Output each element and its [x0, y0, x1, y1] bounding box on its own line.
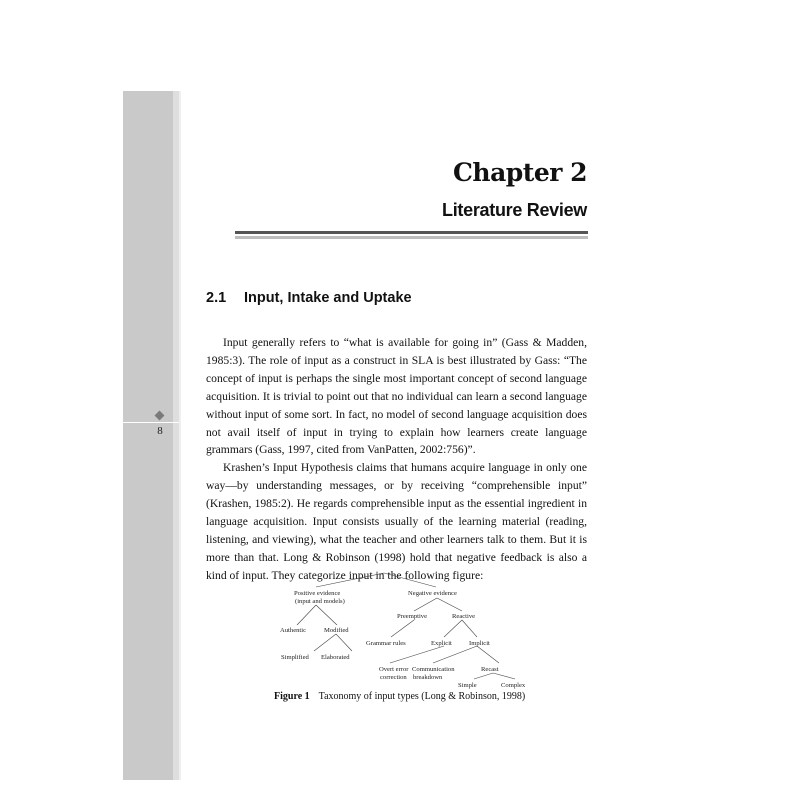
- taxonomy-figure: [206, 570, 587, 710]
- node-simple: Simple: [458, 682, 477, 689]
- paragraph: Input generally refers to “what is available for going in” (Gass & Madden, 1985:3). The role of input as a construct in SLA is best illustrated by Gass: “The concept of input is perhaps the single most important concept of second language acquisition. It is trivial to point out that no individual can learn a second language without input of some sort. In fact, no model of second language acquisition does not avail itself of input in trying to explain how learners create language grammars (Gass, 1997, cited from VanPatten, 2002:756)”.: [206, 336, 587, 457]
- node-communication-sub: breakdown: [413, 674, 443, 681]
- node-positive-evidence: Positive evidence: [294, 590, 341, 597]
- node-elaborated: Elaborated: [321, 654, 350, 661]
- section-heading: [206, 290, 412, 306]
- node-implicit: Implicit: [469, 640, 490, 647]
- node-modified: Modified: [324, 627, 349, 634]
- title-rule-light: [235, 236, 588, 239]
- paragraph: Krashen’s Input Hypothesis claims that humans acquire language in only one way—by understanding messages, or by receiving “comprehensible input” (Krashen, 1985:2). He regards comprehensible input as the essential ingredient in language acquisition. Input consists usually of the learning material (reading, listening, and viewing), what the teacher and other learners talk to them. But it is more than that. Long & Robinson (1998) hold that negative feedback is also a kind of input. They categorize input in the following figure:: [206, 461, 587, 582]
- figure-caption: [274, 691, 525, 702]
- node-overt-error-sub: correction: [380, 674, 407, 681]
- node-authentic: Authentic: [280, 627, 307, 634]
- node-grammar-rules: Grammar rules: [366, 640, 406, 647]
- section-title: Input, Intake and Uptake: [244, 290, 412, 306]
- body-text: [206, 334, 587, 585]
- node-preemptive: Preemptive: [397, 613, 428, 620]
- taxonomy-tree: [206, 570, 587, 695]
- node-complex: Complex: [501, 682, 526, 689]
- figure-caption-text: Taxonomy of input types (Long & Robinson, 1998): [318, 691, 526, 702]
- node-recast: Recast: [481, 666, 499, 673]
- chapter-number: Chapter 2: [453, 158, 587, 187]
- node-communication: Communication: [412, 666, 455, 673]
- node-positive-evidence-sub: (input and models): [295, 598, 345, 605]
- node-negative-evidence: Negative evidence: [408, 590, 457, 597]
- chapter-title: Literature Review: [442, 200, 587, 220]
- tree-connectors: [297, 573, 515, 679]
- margin-bar-edge-light: [179, 91, 181, 780]
- node-overt-error: Overt error: [379, 666, 409, 673]
- page-number-rule: [123, 422, 179, 423]
- node-simplified: Simplified: [281, 654, 309, 661]
- page-number: 8: [157, 425, 163, 437]
- section-number: 2.1: [206, 290, 227, 306]
- node-reactive: Reactive: [452, 613, 476, 620]
- title-rule-dark: [235, 231, 588, 234]
- figure-caption-label: Figure 1: [274, 691, 310, 702]
- node-explicit: Explicit: [431, 640, 452, 647]
